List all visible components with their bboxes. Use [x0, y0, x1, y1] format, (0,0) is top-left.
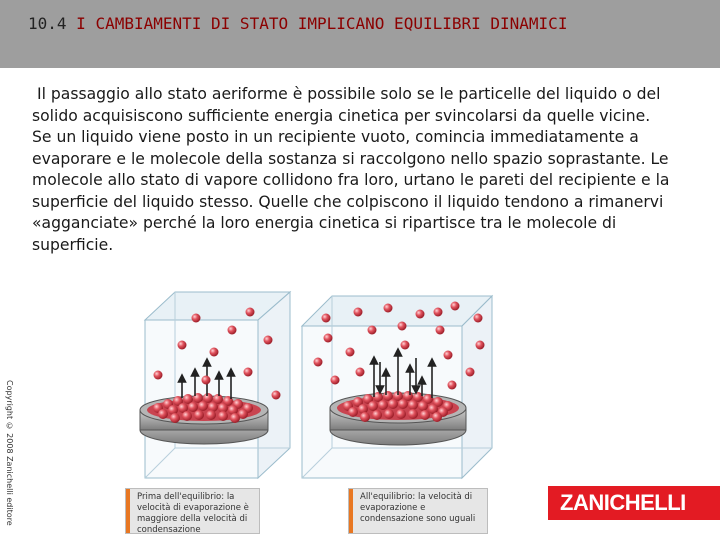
copyright-notice: Copyright © 2008 Zanichelli editore [5, 380, 14, 526]
caption-at-equilibrium: All'equilibrio: la velocità di evaporazione e condensazione sono uguali [348, 488, 488, 534]
container-before-equilibrium [140, 292, 290, 478]
paragraph-1: Il passaggio allo stato aeriforme è possibile solo se le particelle del liquido o del solido acquisiscono sufficiente energia cinetica per svincolarsi da quelle vicine. [32, 85, 661, 125]
zanichelli-logo: ZANICHELLI [548, 486, 720, 520]
caption-accent-bar [126, 489, 130, 533]
paragraph-2: Se un liquido viene posto in un recipiente vuoto, comincia immediatamente a evaporare e le molecole della sostanza si raccolgono nello spazio soprastante. Le molecole allo stato di vapore collidono fra loro, urtano le pareti del recipiente e la superficie del liquido stesso. Quelle che colpiscono il liquido tendono a rimanervi «agganciate» perché la loro energia cinetica si ripartisce tra le molecole di superficie. [32, 128, 670, 254]
title-text: I CAMBIAMENTI DI STATO IMPLICANO EQUILIBRI DINAMICI [76, 14, 568, 33]
caption-accent-bar [349, 489, 353, 533]
container-at-equilibrium [302, 296, 492, 478]
section-number: 10.4 [28, 14, 67, 33]
caption-before-equilibrium: Prima dell'equilibrio: la velocità di evaporazione è maggiore della velocità di condensazione [125, 488, 260, 534]
